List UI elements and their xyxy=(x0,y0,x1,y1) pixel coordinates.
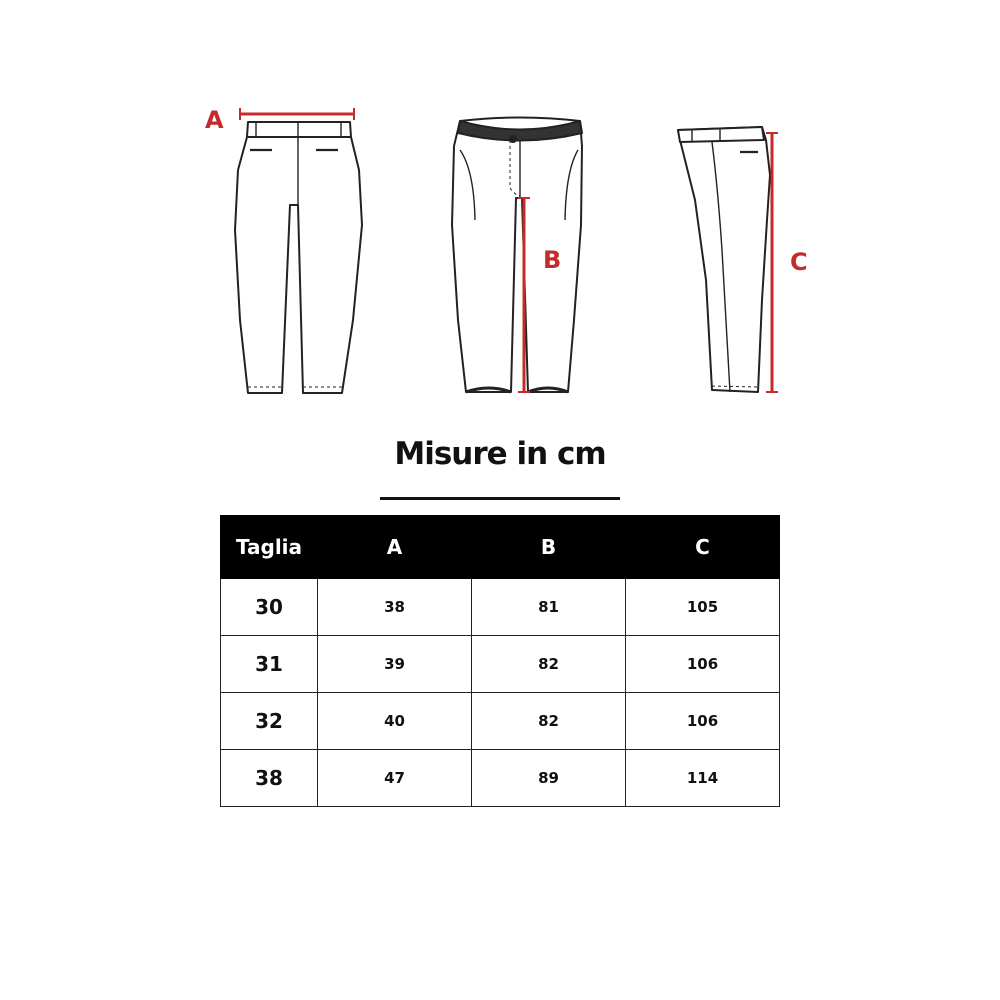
size-cell: 30 xyxy=(221,579,318,636)
dimension-c-label: C xyxy=(790,248,808,276)
table-row xyxy=(221,750,780,807)
value-cell-b: 82 xyxy=(472,693,626,750)
table-row xyxy=(221,693,780,750)
value-cell-a: 38 xyxy=(318,579,472,636)
size-cell: 32 xyxy=(221,693,318,750)
size-table xyxy=(220,515,780,807)
value-cell-c: 106 xyxy=(626,693,780,750)
value-cell-b: 89 xyxy=(472,750,626,807)
size-cell: 38 xyxy=(221,750,318,807)
value-cell-b: 82 xyxy=(472,636,626,693)
trousers-front-view xyxy=(452,118,582,393)
table-header-row xyxy=(221,516,780,579)
dimension-a-label: A xyxy=(205,106,224,134)
header-c: C xyxy=(626,516,780,579)
value-cell-c: 106 xyxy=(626,636,780,693)
table-row xyxy=(221,636,780,693)
trousers-illustrations xyxy=(0,0,1000,420)
dimension-b-label: B xyxy=(543,246,562,274)
value-cell-a: 47 xyxy=(318,750,472,807)
size-cell: 31 xyxy=(221,636,318,693)
value-cell-c: 105 xyxy=(626,579,780,636)
value-cell-a: 40 xyxy=(318,693,472,750)
page-title: Misure in cm xyxy=(394,436,606,472)
value-cell-c: 114 xyxy=(626,750,780,807)
trousers-side-view xyxy=(678,127,770,392)
value-cell-b: 81 xyxy=(472,579,626,636)
table-row xyxy=(221,579,780,636)
trousers-back-view xyxy=(235,122,362,393)
value-cell-a: 39 xyxy=(318,636,472,693)
header-taglia: Taglia xyxy=(221,516,318,579)
header-a: A xyxy=(318,516,472,579)
header-b: B xyxy=(472,516,626,579)
title-divider xyxy=(380,497,620,500)
dimension-c-marker xyxy=(766,133,808,392)
